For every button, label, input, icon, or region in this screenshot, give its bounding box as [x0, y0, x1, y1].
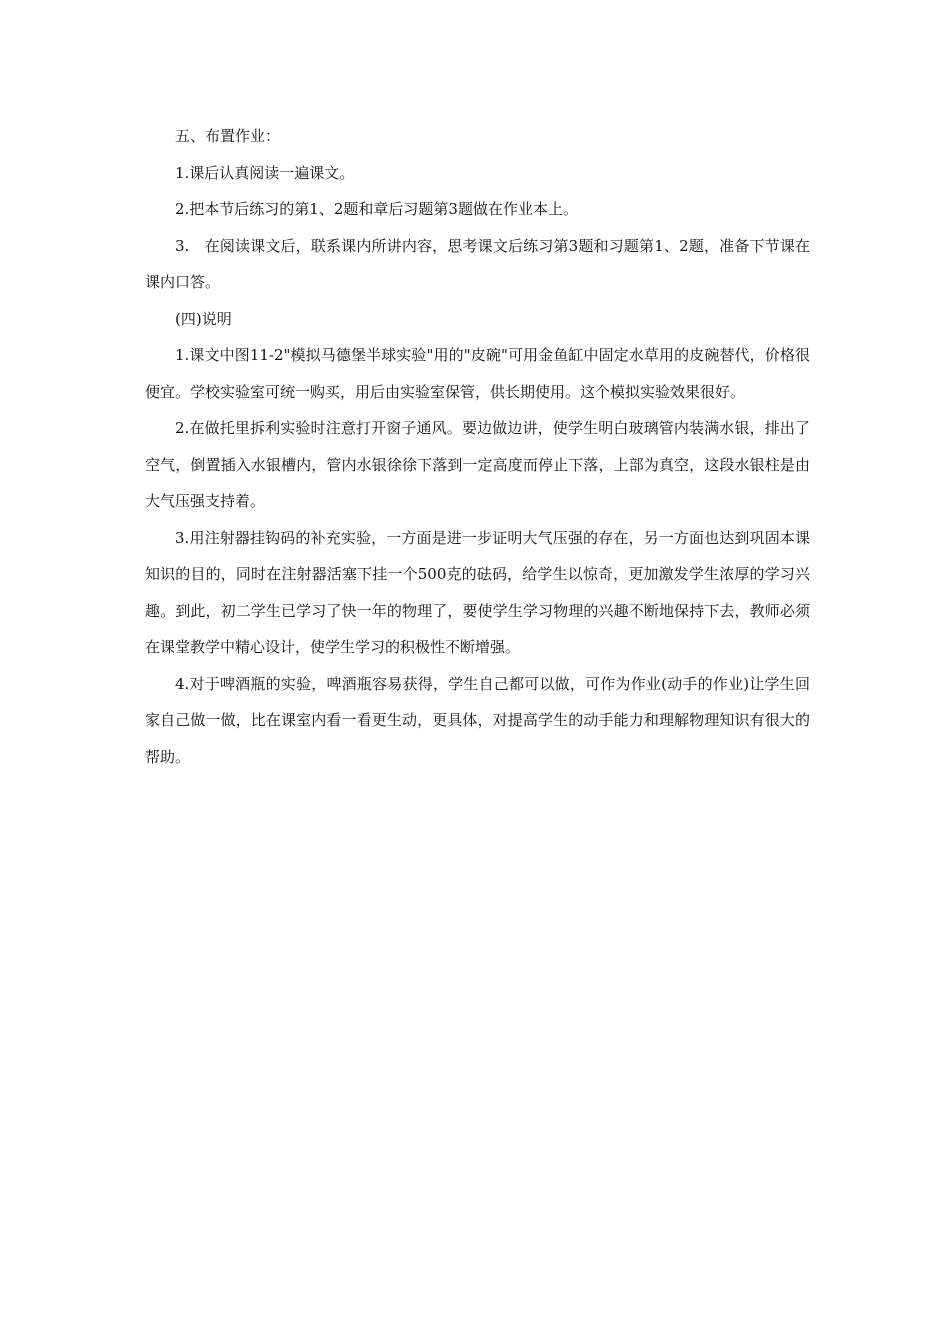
note-item-3: 3.用注射器挂钩码的补充实验，一方面是进一步证明大气压强的存在，另一方面也达到巩固本课知识的目的，同时在注射器活塞下挂一个500克的砝码，给学生以惊奇，更加激发学生浓厚的学习兴趣。到此，初二学生已学习了快一年的物理了，要使学生学习物理的兴趣不断地保持下去，教师必须在课堂教学中精心设计，使学生学习的积极性不断增强。: [145, 528, 810, 656]
note-item-1: 1.课文中图11-2"模拟马德堡半球实验"用的"皮碗"可用金鱼缸中固定水草用的皮碗替代，价格很便宜。学校实验室可统一购买，用后由实验室保管，供长期使用。这个模拟实验效果很好。: [145, 346, 810, 401]
section-heading-homework: 五、布置作业：: [175, 127, 281, 145]
document-page: [145, 118, 810, 775]
section-heading-notes: (四)说明: [175, 309, 232, 328]
homework-item-3: 3. 在阅读课文后，联系课内所讲内容，思考课文后练习第3题和习题第1、2题，准备下节课在课内口答。: [145, 236, 810, 291]
note-item-4: 4.对于啤酒瓶的实验，啤酒瓶容易获得，学生自己都可以做，可作为作业(动手的作业)让学生回家自己做一做，比在课室内看一看更生动，更具体，对提高学生的动手能力和理解物理知识有很大的帮助。: [145, 674, 810, 766]
homework-item-1: 1.课后认真阅读一遍课文。: [175, 163, 355, 182]
homework-item-2: 2.把本节后练习的第1、2题和章后习题第3题做在作业本上。: [175, 200, 578, 218]
note-item-2: 2.在做托里拆利实验时注意打开窗子通风。要边做边讲，使学生明白玻璃管内装满水银，排出了空气，倒置插入水银槽内，管内水银徐徐下落到一定高度而停止下落，上部为真空，这段水银柱是由大气压强支持着。: [145, 419, 810, 510]
